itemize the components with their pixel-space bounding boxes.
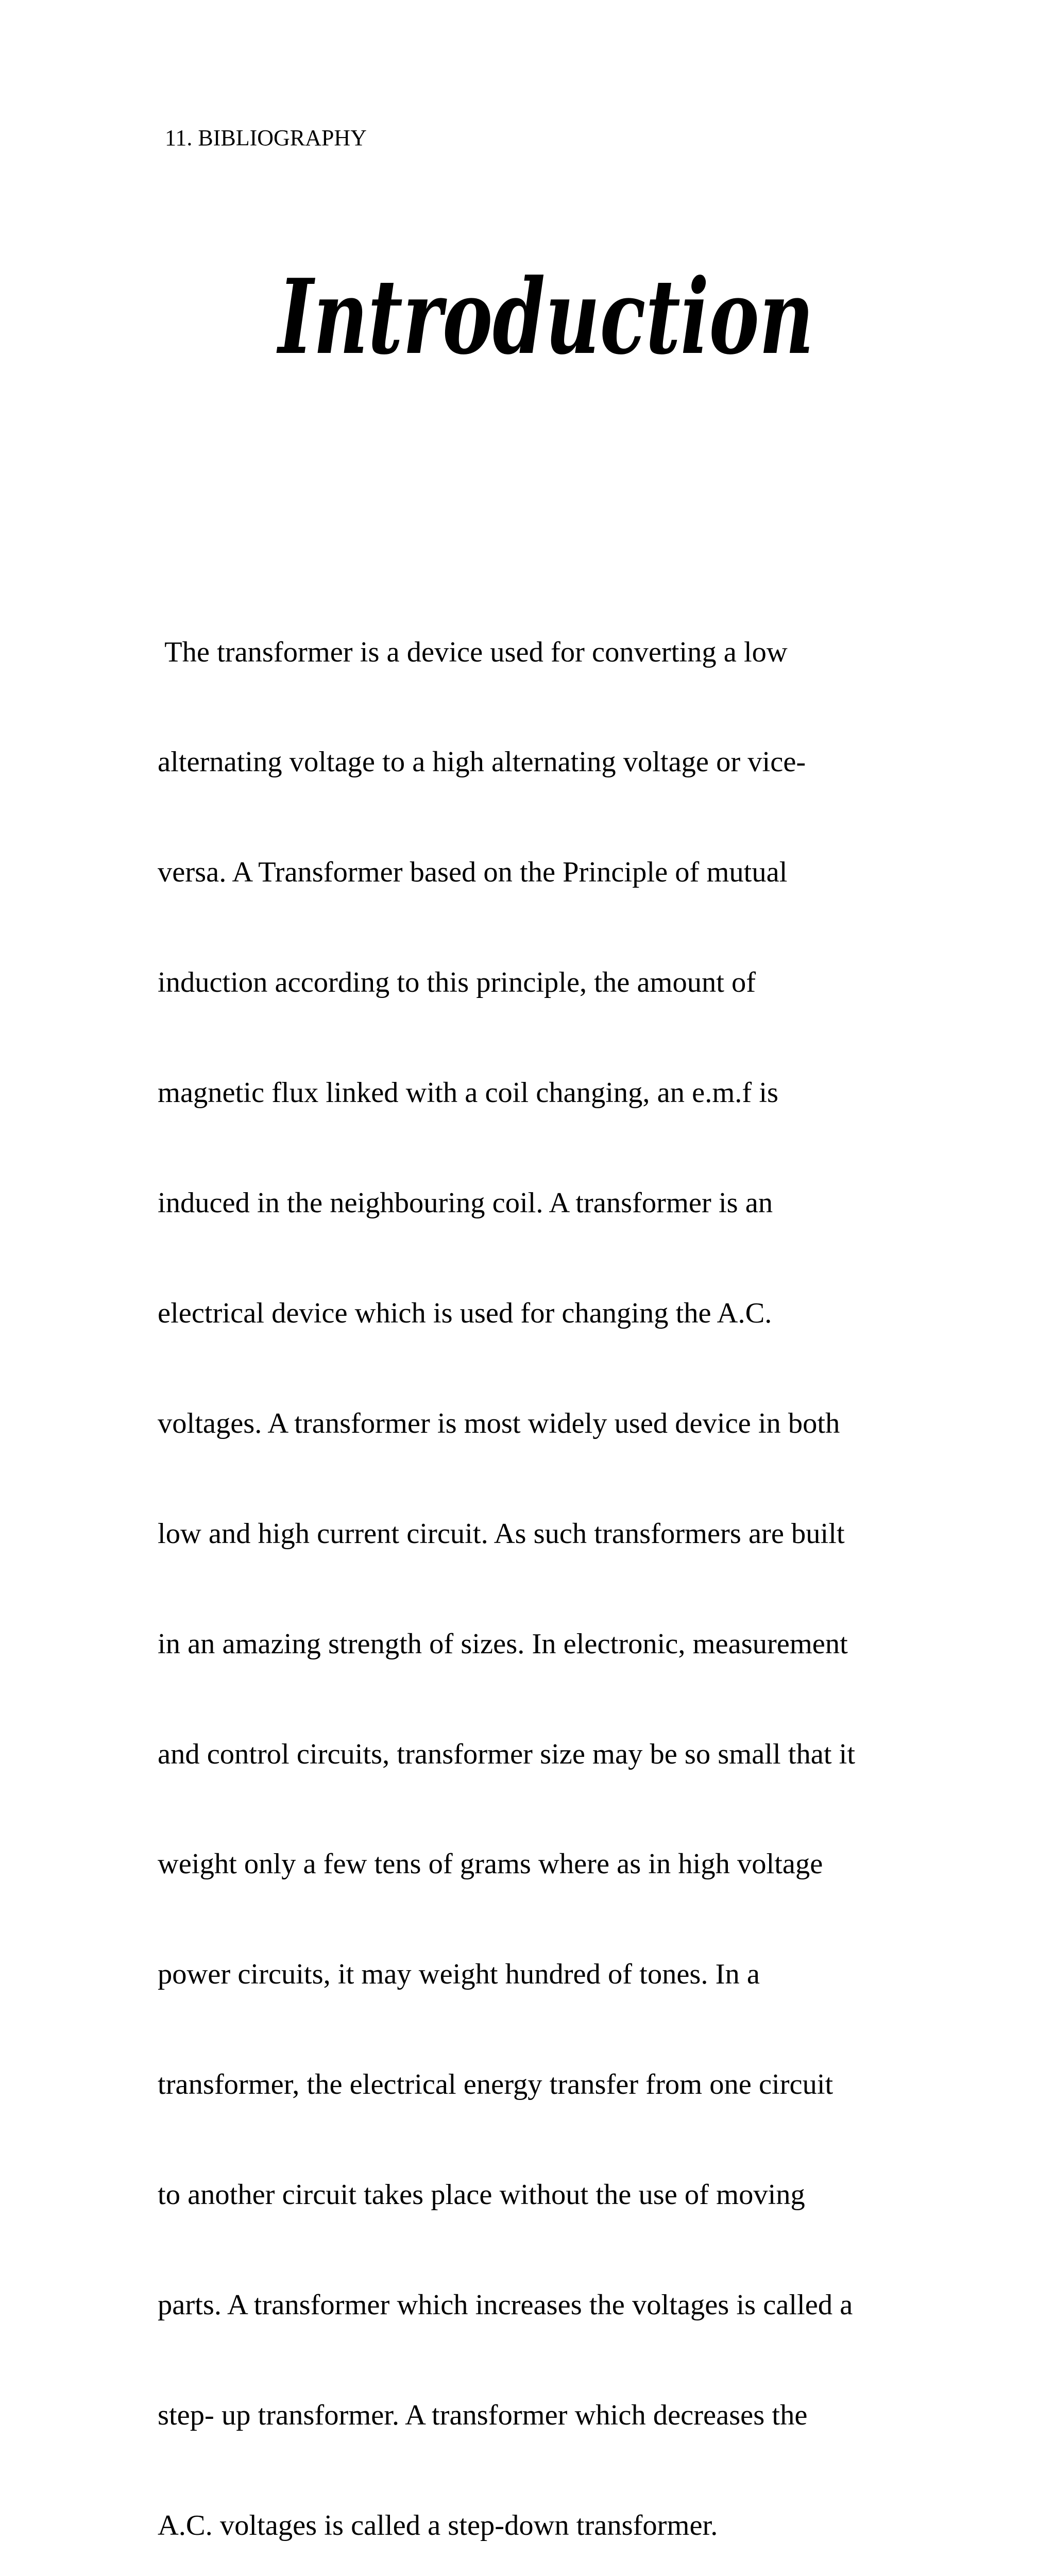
body-line: induction according to this principle, the amount of [158, 967, 756, 999]
page-heading [268, 247, 824, 392]
body-line: electrical device which is used for changing the A.C. [158, 1297, 772, 1329]
body-line: parts. A transformer which increases the voltages is called a [158, 2289, 853, 2321]
body-line: induced in the neighbouring coil. A transformer is an [158, 1187, 773, 1219]
body-paragraph [158, 561, 941, 2576]
body-line: weight only a few tens of grams where as in high voltage [158, 1848, 823, 1880]
body-line: and control circuits, transformer size may be so small that it [158, 1738, 856, 1770]
body-line: alternating voltage to a high alternating voltage or vice- [158, 746, 806, 778]
body-line: versa. A Transformer based on the Principle of mutual [158, 856, 788, 889]
body-line: low and high current circuit. As such transformers are built [158, 1517, 845, 1550]
toc-entry-bibliography: 11. BIBLIOGRAPHY [165, 125, 367, 150]
heading-text: Introduction [276, 257, 814, 378]
body-line: step- up transformer. A transformer which decreases the [158, 2399, 808, 2431]
body-line: The transformer is a device used for converting a low [158, 636, 788, 668]
body-line: in an amazing strength of sizes. In electronic, measurement [158, 1628, 848, 1660]
body-line: magnetic flux linked with a coil changing, an e.m.f is [158, 1077, 779, 1109]
body-line: power circuits, it may weight hundred of tones. In a [158, 1958, 760, 1991]
body-line: to another circuit takes place without the use of moving [158, 2179, 805, 2211]
body-line: voltages. A transformer is most widely used device in both [158, 1407, 840, 1439]
body-line: transformer, the electrical energy transfer from one circuit [158, 2069, 833, 2101]
body-line: A.C. voltages is called a step-down transformer. [158, 2509, 718, 2541]
